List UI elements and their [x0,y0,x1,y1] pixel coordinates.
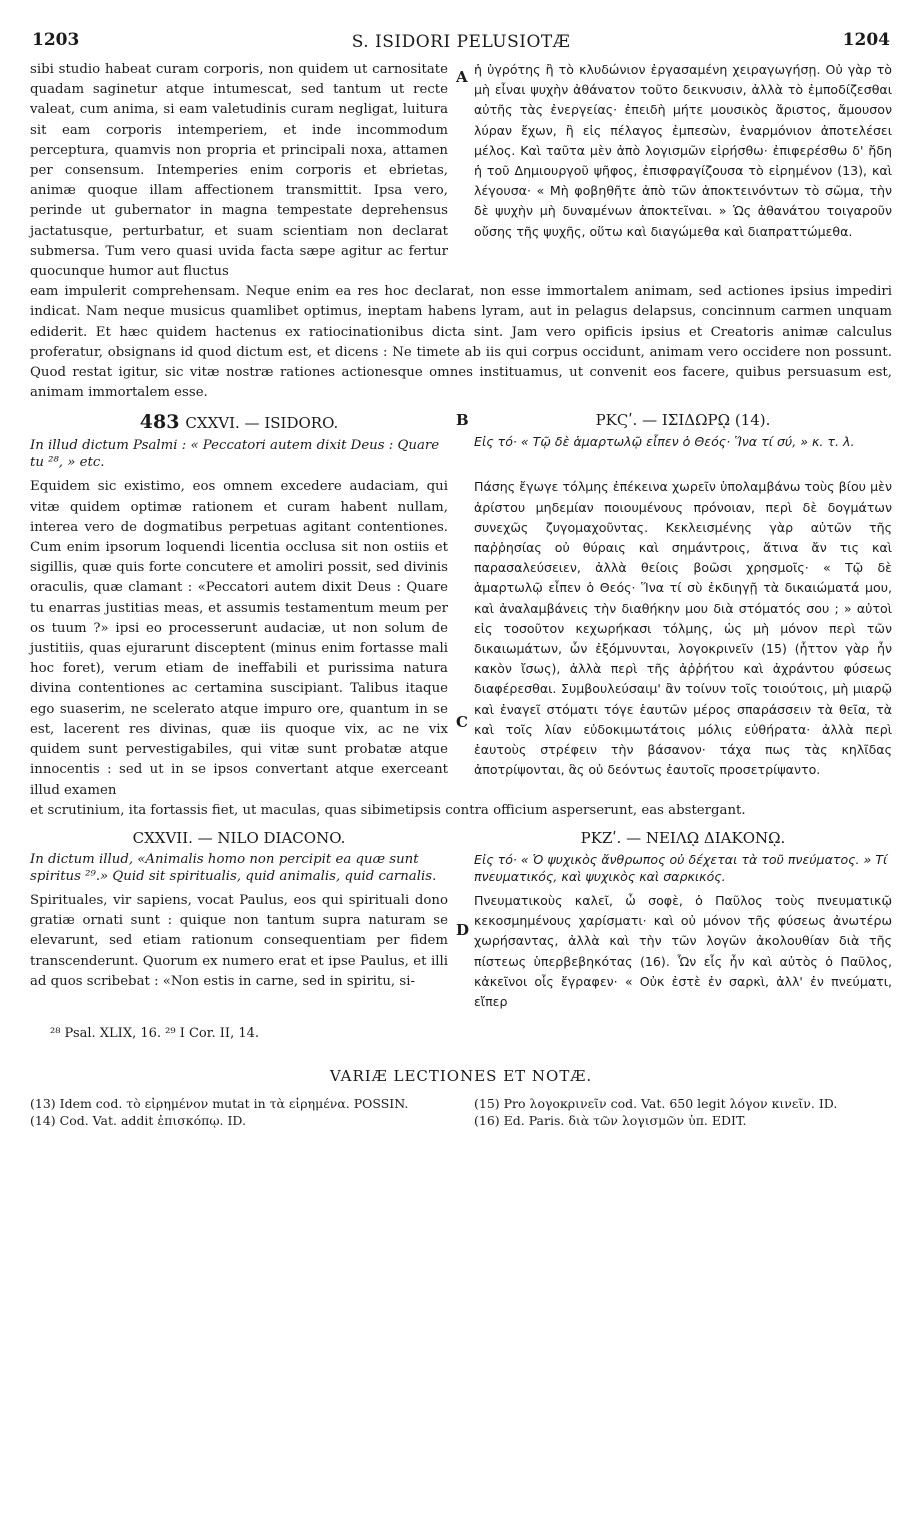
epistle-126-full-width-text: et scrutinium, ita fortassis fiet, ut maculas, quas sibimetipsis contra officium asperserunt, eas abstergant. [30,802,746,818]
epistle-126-greek-heading: ΡΚϚʹ. — ΙΣΙΔΩΡῼ (14). [595,411,771,430]
epistle-127-greek-heading: ΡΚΖʹ. — ΝΕΙΛῼ ΔΙΑΚΟΝῼ. [580,828,786,847]
note-13: (13) Idem cod. τὸ εἰρημένον mutat in τὰ εἰρημένα. POSSIN. [30,1096,409,1112]
top-full-width-text: eam impulerit comprehensam. Neque enim ea res hoc declarat, non esse immortalem animam, sed actiones ipsius impediri indicat. Nam neque musicus quamlibet optimus, ineptam habens lyram, aut in pelagus delapsus, concinnum carmen unquam ediderit. Et hæc quidem hactenus ex ratiocinationibus dicta sint. Jam vero opificis ipsius et Creatoris animæ calculus proferatur, obsignans id quod dictum est, et dicens : Ne timete ab iis qui corpus occidunt, animam vero occidere non possunt. Quod restat igitur, sic vitæ nostræ rationes actionesque omnes instituamus, ut convenit eos facere, quibus persuasum est, animam immortalem esse. [30,284,892,401]
epistle-127-greek-text: Πνευματικοὺς καλεῖ, ὦ σοφὲ, ὁ Παῦλος τοὺς πνευματικῷ κεκοσμημένους χαρίσματι· καὶ οὐ μόνον τῆς φύσεως ἀνωτέρω χωρήσαντας, ἀλλὰ καὶ τὴν τῶν λογῶν ἀκολουθίαν διὰ τῆς πίστεως ὑπερβεβηκότας (16). Ὧν εἷς ἦν καὶ αὐτὸς ὁ Παῦλος, κἀκεῖνοι οἷς ἔγραφεν· « Οὐκ ἐστὲ ἐν σαρκὶ, ἀλλ' ἐν πνεύματι, εἴπερ [474,892,892,1009]
notes-right-column [474,1095,892,1129]
variae-lectiones-notes [30,1095,892,1129]
epistle-126-latin-text: Equidem sic existimo, eos omnem excedere audaciam, qui vitæ quidem optimæ rationem et curam habent nullam, interea vero de dogmatibus perpetuas agitant contentiones. Cum enim ipsorum loquendi licentia occlusa sit non ostiis et sigillis, quæ quis forte concutere et amoliri possit, sed divinis oraculis, quæ clamant : «Peccatori autem dixit Deus : Quare tu enarras justitias meas, et assumis testamentum meum per os tuum ?» ipsi eo processerunt audaciæ, ut non solum de justitiis, quas ejurarunt disceptent (minus enim fortasse mali hoc foret), verum etiam de ineffabili et purissima natura divina contentiones ac certamina suscipiant. Talibus itaque ego suaserim, ne scelerato atque impuro ore, quantum in se est, lacerent res divinas, quæ iis quoque vix, ac ne vix quidem sunt pervestigabiles, qui vitæ sunt probatæ atque innocentis : sed ut in se ipsos convertant atque exerceant illud examen [30,479,448,798]
scripture-footnotes: ²⁸ Psal. XLIX, 16. ²⁹ I Cor. II, 14. [50,1026,260,1042]
note-15: (15) Pro λογοκρινεῖν cod. Vat. 650 legit λόγον κινεῖν. ID. [474,1096,838,1112]
page [30,26,892,1129]
epistle-127-latin-subtitle: In dictum illud, «Animalis homo non percipit ea quæ sunt spiritus ²⁹.» Quid sit spiritualis, quid animalis, quid carnalis. [30,851,437,884]
notes-left-column [30,1095,448,1129]
epistle-126-greek-subtitle: Εἰς τό· « Τῷ δὲ ἁμαρτωλῷ εἶπεν ὁ Θεός· Ἵνα τί σύ, » κ. τ. λ. [474,434,855,450]
top-latin-text: sibi studio habeat curam corporis, non quidem ut carnositate quadam saginetur atque intumescat, sed tantum ut recte valeat, cum anima, si eam valetudinis curam negligat, luitura sit eam corporis intemperiem, et inde incommodum perceptura, quamvis non propria et principali noxa, attamen per consensum. Intemperies enim corporis et ebrietas, animæ quoque illam affectionem transmittit. Ipsa vero, perinde ut gubernator in magna tempestate deprehensus jactatusque, perturbatur, et suam scientiam non declarat submersa. Tum vero quasi uvida facta sæpe agitur ac fertur quocunque humor aut fluctus [30,62,448,280]
epistle-126-columns [30,477,892,800]
epistle-127-headings [30,821,892,891]
note-16: (16) Ed. Paris. διὰ τῶν λογισμῶν ὑπ. EDIT. [474,1113,747,1129]
running-title: S. ISIDORI PELUSIOTÆ [351,32,571,52]
margin-marker-b: B [456,411,469,430]
epistle-127-columns [30,891,892,1012]
page-number-right: 1204 [842,30,890,50]
epistle-127-latin-text: Spirituales, vir sapiens, vocat Paulus, eos qui spirituali dono gratiæ ornati sunt : quique non tantum supra naturam se elevarunt, sed etiam rationum consequentiam per fidem transcenderunt. Quorum ex numero erat et ipse Paulus, et illi ad quos scribebat : «Non estis in carne, sed in spiritu, si- [30,892,448,989]
margin-marker-a: A [456,68,468,86]
epistle-126-headings [30,403,892,477]
top-greek-text: ἡ ὑγρότης ἢ τὸ κλυδώνιον ἐργασαμένη χειραγωγήσῃ. Οὐ γὰρ τὸ μὴ εἶναι ψυχὴν ἀθάνατον τοῦτο δεικνυσιν, ἀλλὰ τὸ ἐμποδίζεσθαι αὐτῆς τὰς ἐνεργείας· ἐπειδὴ μήτε μουσικὸς ἄριστος, ἄμουσον λύραν ἔχων, ἢ εἰς πέλαγος ἐμπεσὼν, ἐναρμόνιον ἀποτελέσει μέλος. Καὶ ταῦτα μὲν ἀπὸ λογισμῶν εἰρήσθω· ἐπιφερέσθω δ' ἤδη ἡ τοῦ Δημιουργοῦ ψῆφος, ἐπισφραγίζουσα τὸ εἰρημένον (13), καὶ λέγουσα· « Μὴ φοβηθῆτε ἀπὸ τῶν ἀποκτεινόντων τὸ σῶμα, τὴν δὲ ψυχὴν μὴ δυναμένων ἀποκτεῖναι. » Ὡς ἀθανάτου τοιγαροῦν οὔσης τῆς ψυχῆς, οὕτω καὶ διαγώμεθα καὶ διαπραττώμεθα. [474,62,892,239]
note-14: (14) Cod. Vat. addit ἐπισκόπῳ. ID. [30,1113,246,1129]
top-columns [30,60,892,282]
margin-marker-d: D [456,920,470,939]
epistle-127-latin-heading: CXXVII. — NILO DIACONO. [132,828,346,847]
epistle-126-latin-subtitle: In illud dictum Psalmi : « Peccatori autem dixit Deus : Quare tu ²⁸, » etc. [30,438,440,471]
page-number-left: 1203 [32,30,80,50]
epistle-126-greek-text: Πάσης ἔγωγε τόλμης ἐπέκεινα χωρεῖν ὑπολαμβάνω τοὺς βίου μὲν ἀρίστου μηδεμίαν ποιουμένους πρόνοιαν, περὶ δὲ δογμάτων συνεχῶς ζυγομαχοῦντας. Κεκλεισμένης γὰρ αὐτῶν τῆς παῤῥησίας οὐ θύραις καὶ σημάντροις, ἅτινα ἄν τις καὶ παρασαλεύσειεν, ἀλλὰ θείοις βοῶσι χρησμοῖς· « Τῷ δὲ ἁμαρτωλῷ εἶπεν ὁ Θεός· Ἵνα τί σὺ ἐκδιηγῇ τὰ δικαιώματά μου, καὶ ἀναλαμβάνεις τὴν διαθήκην μου διὰ στόματός σου ; » αὐτοὶ εἰς τοσοῦτον κεχωρήκασι τόλμης, ὡς μὴ μόνον περὶ τῶν δικαιωμάτων, ὧν ἐξόμνυνται, λογοκρινεῖν (15) (ἧττον γὰρ ἦν κακὸν ἴσως), ἀλλὰ περὶ τῆς ἀῤῥήτου καὶ ἀχράντου φύσεως διαφέρεσθαι. Συμβουλεύσαιμ' ἂν τοίνυν τοῖς τοιούτοις, μὴ μιαρῷ καὶ ἐναγεῖ στόματι τόγε ἑαυτῶν μέρος σπαράσσειν τὰ θεῖα, τὰ καὶ τοῖς λίαν εὐδοκιμωτάτοις μόλις εὐθήρατα· ἀλλὰ περὶ ἑαυτοὺς στρέφειν τὴν βάσανον· τάχα πως τὰς κηλῖδας ἀποτρίψονται, ἃς οὐ δεόντως ἑαυτοῖς προσετρίψαντο. [474,479,892,778]
epistle-127-greek-subtitle: Εἰς τό· « Ὁ ψυχικὸς ἄνθρωπος οὐ δέχεται τὰ τοῦ πνεύματος. » Τί πνευματικός, καὶ ψυχικὸς καὶ σαρκικός. [474,851,888,884]
epistle-126-latin-heading: 483 CXXVI. — ISIDORO. [139,411,339,434]
column-number: 483 [139,411,180,434]
margin-marker-c: C [456,713,468,732]
variae-lectiones-title: VARIÆ LECTIONES ET NOTÆ. [329,1067,593,1086]
running-header [30,26,892,60]
